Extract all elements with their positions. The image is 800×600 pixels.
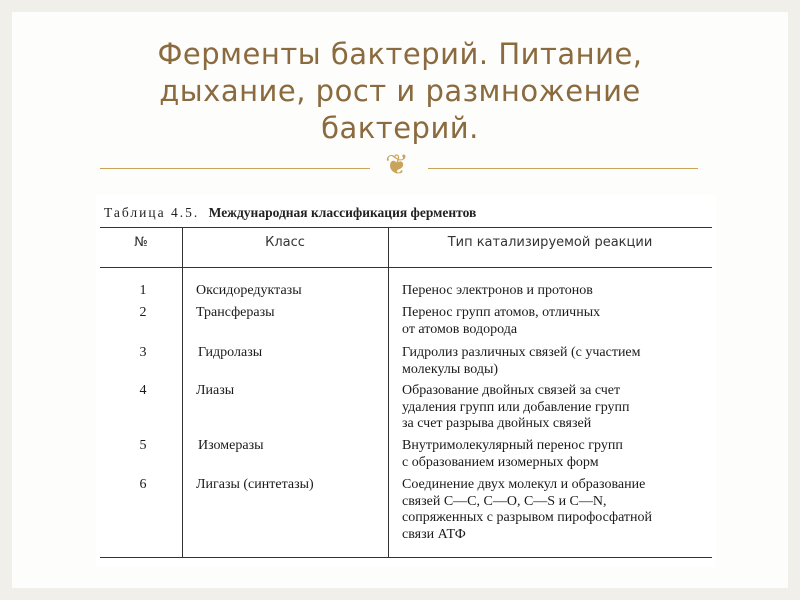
row-2-number: 2 <box>139 305 147 320</box>
row-1-reaction: Перенос электронов и протонов <box>402 283 593 298</box>
header-class: Класс <box>265 235 305 250</box>
row-4-number: 4 <box>139 383 147 398</box>
row-4-reaction: Образование двойных связей за счет удаления групп или добавление групп за счет разрыва двойных связей <box>402 383 630 431</box>
row-5-class: Изомеразы <box>198 438 264 453</box>
table-caption-label: Таблица 4.5. <box>104 205 200 220</box>
title-line-3: бактерий. <box>321 111 479 145</box>
title-line-1: Ферменты бактерий. Питание, <box>157 37 643 71</box>
table-header-border <box>100 267 712 268</box>
row-3-reaction: Гидролиз различных связей (с участием молекулы воды) <box>402 345 641 377</box>
title-line-2: дыхание, рост и размножение <box>159 74 641 108</box>
row-2-reaction: Перенос групп атомов, отличных от атомов водорода <box>402 305 601 337</box>
row-2-class: Трансферазы <box>196 305 275 320</box>
header-number: № <box>134 235 148 250</box>
title-divider-right <box>428 168 698 169</box>
table-caption-name: Международная классификация ферментов <box>208 205 477 220</box>
header-reaction: Тип катализируемой реакции <box>447 235 653 250</box>
row-6-number: 6 <box>139 477 147 492</box>
row-6-class: Лигазы (синтетазы) <box>196 477 314 492</box>
row-1-number: 1 <box>139 283 147 298</box>
table-caption <box>104 205 476 221</box>
row-5-number: 5 <box>139 438 147 453</box>
row-1-class: Оксидоредуктазы <box>196 283 302 298</box>
table-col-divider-2 <box>388 227 389 557</box>
row-5-reaction: Внутримолекулярный перенос групп с образованием изомерных форм <box>402 438 623 470</box>
row-3-number: 3 <box>139 345 147 360</box>
ornament-icon: ❦ <box>385 148 409 181</box>
table-bottom-border <box>100 557 712 558</box>
title-divider-left <box>100 168 370 169</box>
slide-title <box>100 36 700 147</box>
enzyme-classification-table <box>96 195 716 567</box>
row-4-class: Лиазы <box>196 383 235 398</box>
table-top-border <box>100 227 712 228</box>
row-6-reaction: Соединение двух молекул и образование связей С—С, С—О, С—S и С—N, сопряженных с разрывом пирофосфатной связи АТФ <box>402 477 653 542</box>
row-3-class: Гидролазы <box>198 345 263 360</box>
